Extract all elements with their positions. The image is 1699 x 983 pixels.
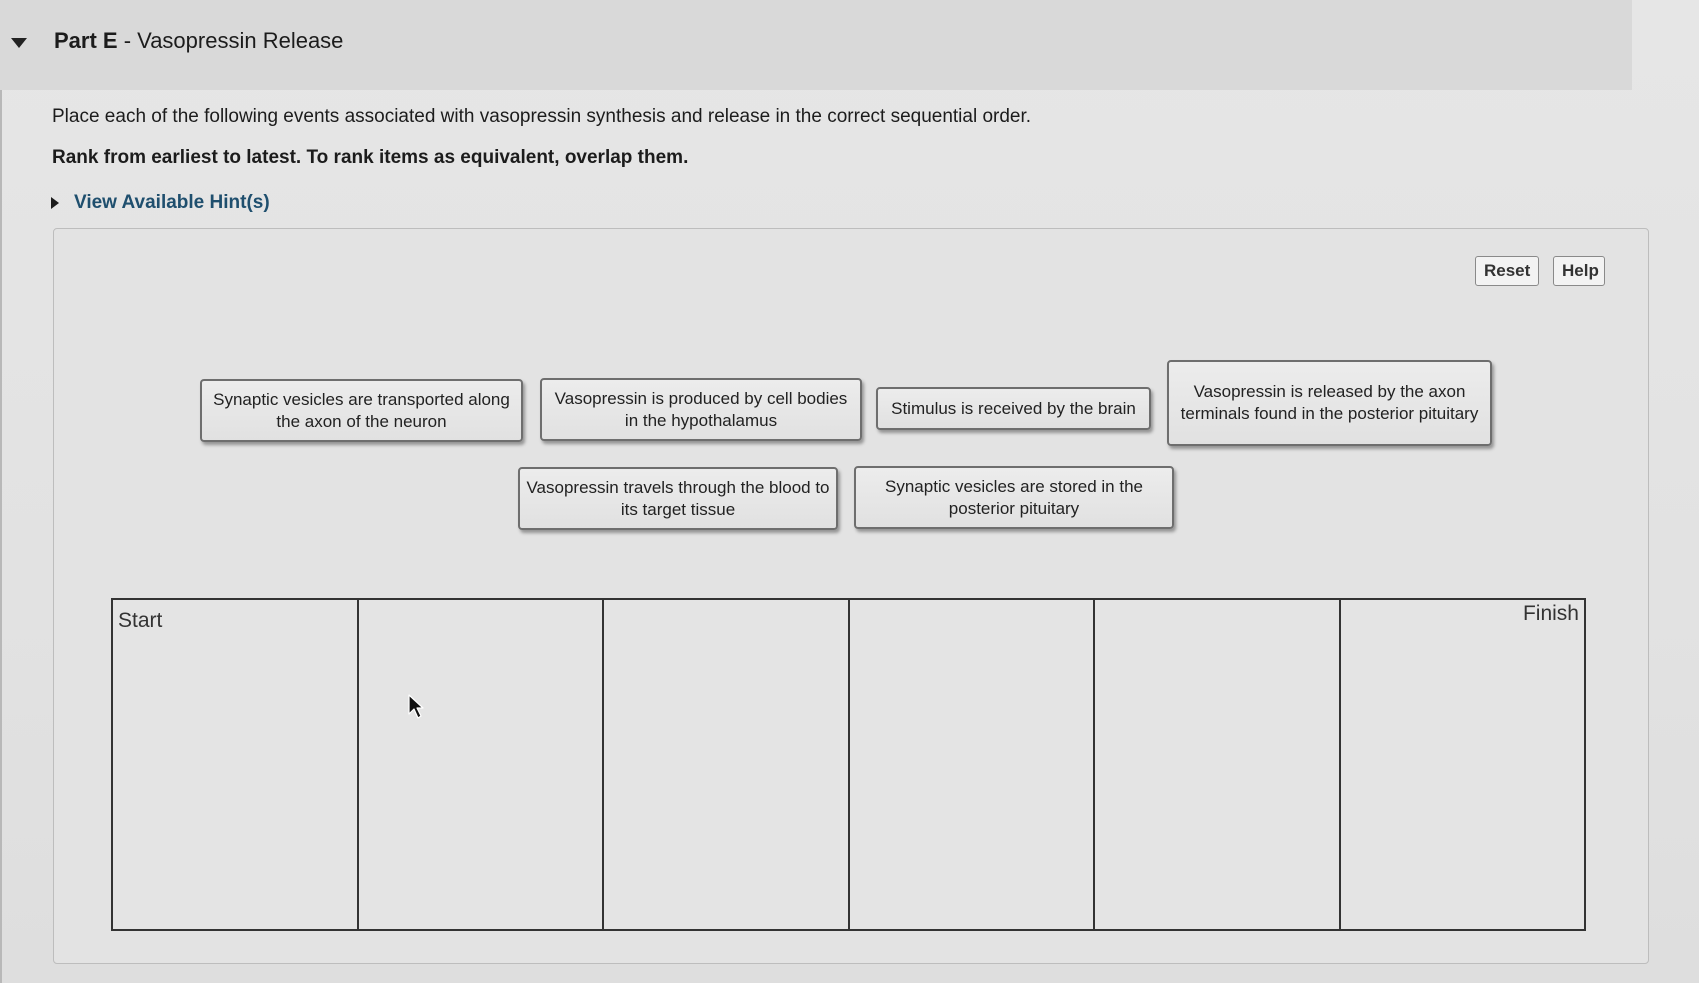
part-title-separator: - [117, 28, 138, 53]
caret-down-icon[interactable] [10, 36, 28, 50]
mouse-pointer-icon [408, 694, 424, 720]
draggable-tile[interactable]: Vasopressin travels through the blood to its target tissue [518, 467, 838, 530]
finish-label: Finish [1522, 602, 1579, 625]
left-edge-divider [0, 0, 2, 983]
part-title-text: Vasopressin Release [137, 28, 344, 53]
start-label: Start [118, 609, 163, 632]
rank-slot-4[interactable] [850, 600, 1096, 929]
rank-instructions: Rank from earliest to latest. To rank items as equivalent, overlap them. [52, 147, 689, 168]
rank-slot-3[interactable] [604, 600, 850, 929]
view-hints-link[interactable] [50, 192, 270, 214]
draggable-tile[interactable]: Synaptic vesicles are transported along the axon of the neuron [200, 379, 523, 442]
draggable-tile[interactable]: Vasopressin is produced by cell bodies in the hypothalamus [540, 378, 862, 441]
reset-button[interactable]: Reset [1475, 256, 1539, 286]
view-hints-label: View Available Hint(s) [74, 192, 270, 213]
rank-slot-6[interactable] [1341, 600, 1585, 929]
draggable-tile[interactable]: Vasopressin is released by the axon terminals found in the posterior pituitary [1167, 360, 1492, 446]
caret-right-icon [50, 196, 60, 210]
rank-slot-5[interactable] [1095, 600, 1341, 929]
draggable-tile[interactable]: Synaptic vesicles are stored in the posterior pituitary [854, 466, 1174, 529]
draggable-tile[interactable]: Stimulus is received by the brain [876, 387, 1151, 430]
rank-slot-2[interactable] [359, 600, 605, 929]
ranking-grid [111, 598, 1586, 931]
part-label: Part E [54, 28, 118, 53]
rank-slot-1[interactable] [113, 600, 359, 929]
help-button[interactable]: Help [1553, 256, 1605, 286]
question-instructions: Place each of the following events associated with vasopressin synthesis and release in the correct sequential order. [52, 106, 1032, 127]
part-title [54, 28, 343, 54]
